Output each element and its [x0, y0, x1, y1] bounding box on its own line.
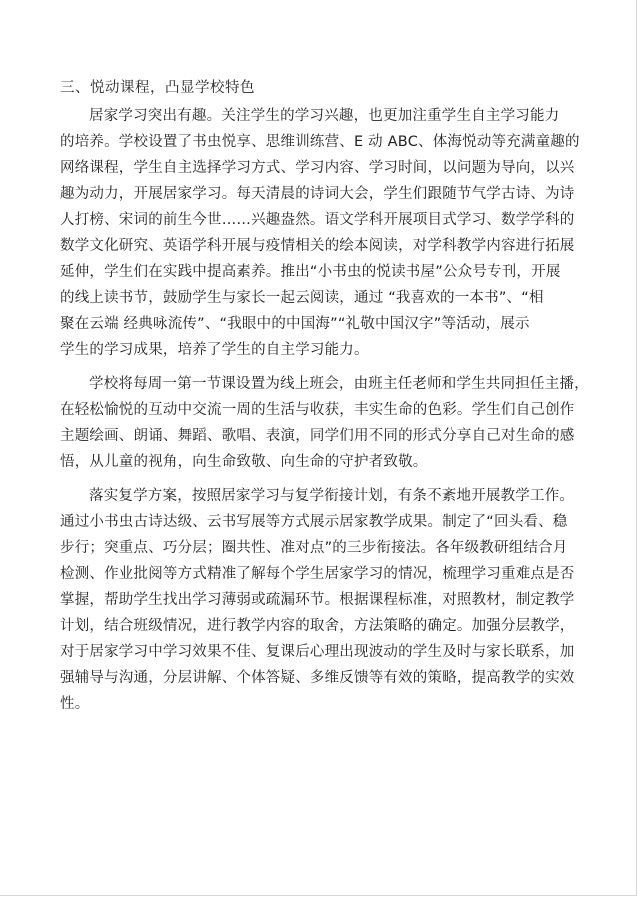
paragraph-line: 延伸，学生们在实践中提高素养。推出“小书虫的悦读书屋”公众号专刊，开展	[60, 264, 561, 280]
section-heading: 三、悦动课程，凸显学校特色	[60, 80, 255, 96]
paragraph-line: 主题绘画、朗诵、舞蹈、歌唱、表演，同学们用不同的形式分享自己对生命的感	[60, 428, 575, 444]
paragraph-line: 网络课程，学生自主选择学习方式、学习内容、学习时间，以问题为导向，以兴	[60, 160, 575, 176]
paragraph-line: 数学文化研究、英语学科开展与疫情相关的绘本阅读，对学科教学内容进行拓展	[60, 238, 575, 254]
paragraph-line: 趣为动力，开展居家学习。每天清晨的诗词大会，学生们跟随节气学古诗、为诗	[60, 186, 575, 202]
paragraph-line: 对于居家学习中学习效果不佳、复课后心理出现波动的学生及时与家长联系，加	[60, 644, 575, 660]
paragraph-3	[60, 483, 584, 717]
paragraph-1	[60, 103, 584, 363]
paragraph-line: 悟，从儿童的视角，向生命致敬、向生命的守护者致敬。	[60, 454, 428, 470]
paragraph-line: 步行；突重点、巧分层；圈共性、准对点”的三步衔接法。各年级教研组结合月	[60, 540, 568, 556]
paragraph-line: 性。	[60, 696, 90, 712]
paragraph-line: 居家学习突出有趣。关注学生的学习兴趣，也更加注重学生自主学习能力	[89, 108, 560, 124]
paragraph-line: 落实复学方案，按照居家学习与复学衔接计划，有条不紊地开展教学工作。	[89, 488, 575, 504]
paragraph-line: 检测、作业批阅等方式精准了解每个学生居家学习的情况，梳理学习重难点是否	[60, 566, 575, 582]
document-body	[60, 78, 589, 725]
paragraph-line: 通过小书虫古诗达级、云书写展等方式展示居家教学成果。制定了“回头看、稳	[60, 514, 568, 530]
paragraph-line: 学生的学习成果，培养了学生的自主学习能力。	[60, 342, 369, 358]
paragraph-line: 人打榜、宋词的前生今世……兴趣盎然。语文学科开展项目式学习、数学学科的	[60, 212, 575, 228]
paragraph-line: 的线上读书节，鼓励学生与家长一起云阅读，通过 “我喜欢的一本书”、“相	[60, 290, 544, 306]
paragraph-line: 学校将每周一第一节课设置为线上班会，由班主任老师和学生共同担任主播，	[89, 376, 589, 392]
paragraph-line: 在轻松愉悦的互动中交流一周的生活与收获，丰实生命的色彩。学生们自己创作	[60, 402, 575, 418]
paragraph-2	[60, 371, 589, 475]
paragraph-line: 计划，结合班级情况，进行教学内容的取舍，方法策略的确定。加强分层教学，	[60, 618, 575, 634]
paragraph-line: 的培养。学校设置了书虫悦享、思维训练营、E 动 ABC、体海悦动等充满童趣的	[60, 134, 580, 150]
paragraph-line: 聚在云端 经典咏流传”、“我眼中的中国海”“礼敬中国汉字”等活动，展示	[60, 316, 530, 332]
paragraph-line: 掌握，帮助学生找出学习薄弱或疏漏环节。根据课程标准，对照教材，制定教学	[60, 592, 575, 608]
paragraph-line: 强辅导与沟通，分层讲解、个体答疑、多维反馈等有效的策略，提高教学的实效	[60, 670, 575, 686]
